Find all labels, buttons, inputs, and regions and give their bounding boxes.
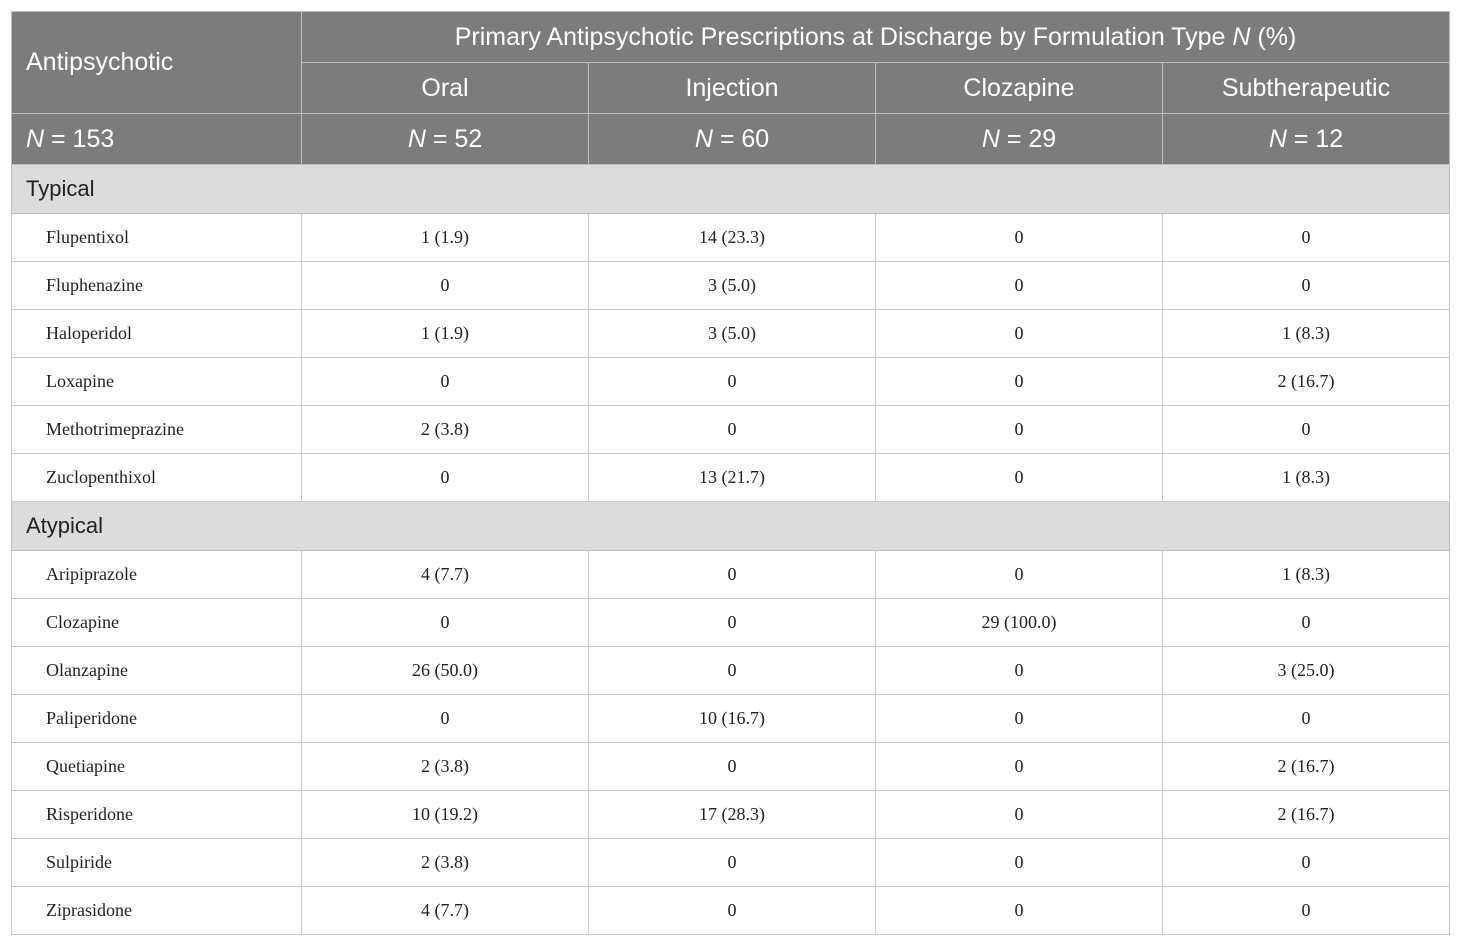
cell-oral: 4 (7.7) — [302, 551, 589, 599]
drug-name: Haloperidol — [12, 310, 302, 358]
n-injection — [589, 114, 876, 165]
cell-clozapine: 0 — [876, 262, 1163, 310]
cell-oral: 2 (3.8) — [302, 406, 589, 454]
cell-oral: 0 — [302, 599, 589, 647]
cell-clozapine: 29 (100.0) — [876, 599, 1163, 647]
n-symbol: N — [981, 124, 1000, 153]
drug-name: Flupentixol — [12, 214, 302, 262]
table-header — [12, 12, 1450, 165]
cell-subtherapeutic: 1 (8.3) — [1163, 454, 1450, 502]
cell-subtherapeutic: 0 — [1163, 839, 1450, 887]
table-row — [12, 743, 1450, 791]
table-body — [12, 165, 1450, 935]
cell-clozapine: 0 — [876, 214, 1163, 262]
cell-clozapine: 0 — [876, 647, 1163, 695]
cell-injection: 0 — [589, 839, 876, 887]
drug-name: Zuclopenthixol — [12, 454, 302, 502]
cell-oral: 4 (7.7) — [302, 887, 589, 935]
group-header-typical: Typical — [12, 165, 1450, 214]
column-header-injection: Injection — [589, 63, 876, 114]
group-header-atypical: Atypical — [12, 502, 1450, 551]
drug-name: Fluphenazine — [12, 262, 302, 310]
cell-oral: 26 (50.0) — [302, 647, 589, 695]
cell-clozapine: 0 — [876, 791, 1163, 839]
cell-subtherapeutic: 0 — [1163, 214, 1450, 262]
n-value: = 12 — [1293, 124, 1344, 153]
spanning-title-n: N — [1232, 22, 1251, 51]
cell-subtherapeutic: 0 — [1163, 262, 1450, 310]
cell-subtherapeutic: 0 — [1163, 695, 1450, 743]
drug-name: Aripiprazole — [12, 551, 302, 599]
table-row — [12, 647, 1450, 695]
n-value: = 29 — [1006, 124, 1057, 153]
n-symbol: N — [407, 124, 426, 153]
column-header-oral: Oral — [302, 63, 589, 114]
cell-subtherapeutic: 1 (8.3) — [1163, 551, 1450, 599]
table-row — [12, 551, 1450, 599]
antipsychotic-label: Antipsychotic — [26, 48, 174, 76]
table-row — [12, 358, 1450, 406]
cell-clozapine: 0 — [876, 551, 1163, 599]
cell-clozapine: 0 — [876, 406, 1163, 454]
table-row — [12, 887, 1450, 935]
column-header-subtherapeutic: Subtherapeutic — [1163, 63, 1450, 114]
cell-subtherapeutic: 0 — [1163, 406, 1450, 454]
drug-name: Clozapine — [12, 599, 302, 647]
cell-subtherapeutic: 3 (25.0) — [1163, 647, 1450, 695]
n-value: = 60 — [719, 124, 770, 153]
cell-subtherapeutic: 2 (16.7) — [1163, 358, 1450, 406]
spanning-title-pct: (%) — [1257, 22, 1297, 51]
drug-name: Paliperidone — [12, 695, 302, 743]
cell-injection: 10 (16.7) — [589, 695, 876, 743]
drug-name: Olanzapine — [12, 647, 302, 695]
cell-oral: 0 — [302, 454, 589, 502]
table-row — [12, 214, 1450, 262]
table-row — [12, 791, 1450, 839]
cell-oral: 2 (3.8) — [302, 839, 589, 887]
table-row — [12, 310, 1450, 358]
column-header-clozapine: Clozapine — [876, 63, 1163, 114]
table-row — [12, 839, 1450, 887]
cell-oral: 1 (1.9) — [302, 214, 589, 262]
cell-subtherapeutic: 0 — [1163, 599, 1450, 647]
cell-clozapine: 0 — [876, 310, 1163, 358]
table-row — [12, 262, 1450, 310]
cell-subtherapeutic: 2 (16.7) — [1163, 743, 1450, 791]
table-row — [12, 695, 1450, 743]
cell-clozapine: 0 — [876, 839, 1163, 887]
spanning-header — [302, 12, 1450, 63]
n-symbol: N — [1268, 124, 1287, 153]
cell-injection: 3 (5.0) — [589, 262, 876, 310]
drug-name: Sulpiride — [12, 839, 302, 887]
cell-injection: 14 (23.3) — [589, 214, 876, 262]
n-symbol: N — [26, 124, 45, 153]
drug-name: Quetiapine — [12, 743, 302, 791]
cell-injection: 0 — [589, 647, 876, 695]
cell-injection: 17 (28.3) — [589, 791, 876, 839]
drug-name: Ziprasidone — [12, 887, 302, 935]
cell-subtherapeutic: 2 (16.7) — [1163, 791, 1450, 839]
cell-clozapine: 0 — [876, 358, 1163, 406]
drug-name: Risperidone — [12, 791, 302, 839]
table-row — [12, 406, 1450, 454]
cell-oral: 10 (19.2) — [302, 791, 589, 839]
cell-oral: 0 — [302, 262, 589, 310]
cell-oral: 1 (1.9) — [302, 310, 589, 358]
cell-clozapine: 0 — [876, 695, 1163, 743]
cell-injection: 0 — [589, 551, 876, 599]
cell-injection: 0 — [589, 406, 876, 454]
cell-injection: 0 — [589, 743, 876, 791]
n-total — [12, 114, 302, 165]
cell-injection: 0 — [589, 358, 876, 406]
cell-subtherapeutic: 0 — [1163, 887, 1450, 935]
spanning-title: Primary Antipsychotic Prescriptions at Discharge by Formulation Type — [454, 22, 1226, 51]
drug-name: Methotrimeprazine — [12, 406, 302, 454]
antipsychotic-prescriptions-table — [11, 11, 1450, 935]
n-value: = 153 — [51, 124, 115, 153]
n-clozapine — [876, 114, 1163, 165]
n-symbol: N — [694, 124, 713, 153]
drug-name: Loxapine — [12, 358, 302, 406]
cell-oral: 0 — [302, 695, 589, 743]
n-oral — [302, 114, 589, 165]
cell-oral: 2 (3.8) — [302, 743, 589, 791]
cell-injection: 3 (5.0) — [589, 310, 876, 358]
n-value: = 52 — [432, 124, 483, 153]
cell-clozapine: 0 — [876, 743, 1163, 791]
n-subtherapeutic — [1163, 114, 1450, 165]
cell-injection: 0 — [589, 599, 876, 647]
cell-subtherapeutic: 1 (8.3) — [1163, 310, 1450, 358]
antipsychotic-column-header — [12, 12, 302, 114]
cell-injection: 0 — [589, 887, 876, 935]
cell-clozapine: 0 — [876, 887, 1163, 935]
table-row — [12, 599, 1450, 647]
table-row — [12, 454, 1450, 502]
cell-injection: 13 (21.7) — [589, 454, 876, 502]
cell-oral: 0 — [302, 358, 589, 406]
cell-clozapine: 0 — [876, 454, 1163, 502]
